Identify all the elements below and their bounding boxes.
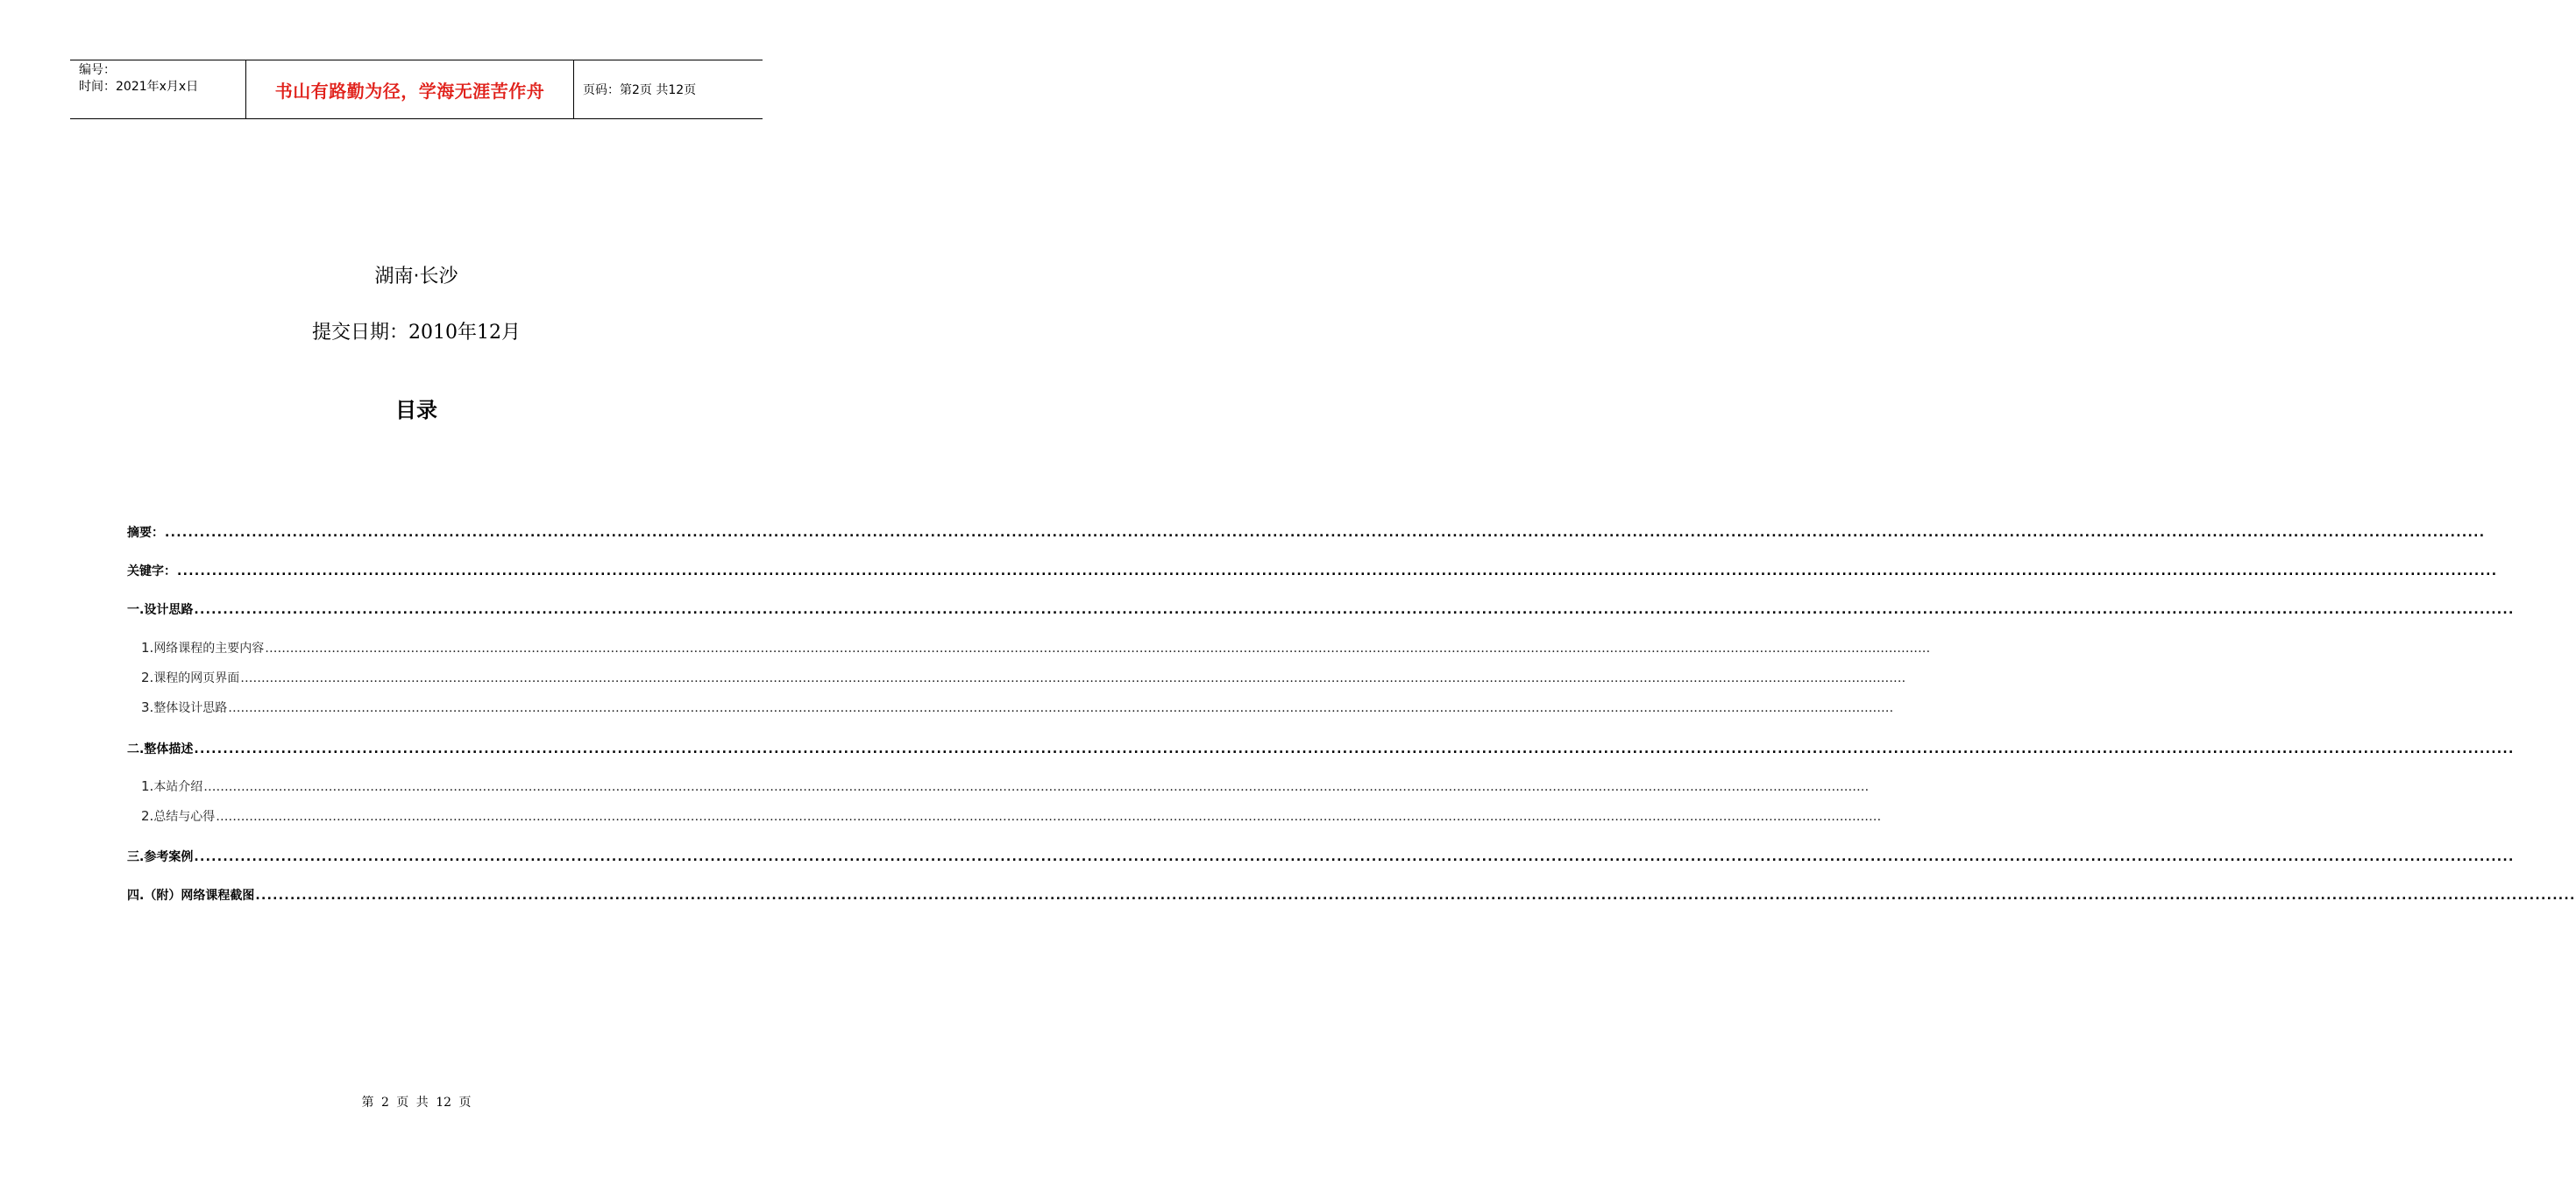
toc-entry-title: 参考案例 xyxy=(144,850,194,864)
toc-entry-number: 2. xyxy=(141,670,154,685)
toc-entry-title: 本站介绍 xyxy=(153,780,203,794)
toc-entry-number: 四. xyxy=(127,889,145,903)
toc-entry-number: 1. xyxy=(141,640,154,656)
toc-leader-dots: ................................................................................................................................................................................................................................................................................................................................................................................................................ xyxy=(255,889,2576,903)
toc-entry[interactable] xyxy=(127,699,1894,716)
toc-entry-title: 整体描述 xyxy=(144,742,194,756)
toc-entry-title: （附）网络课程截图 xyxy=(144,889,255,903)
toc-entry-title: 设计思路 xyxy=(144,603,194,617)
submit-date-month-unit: 月 xyxy=(501,322,522,344)
toc-leader-dots: ................................................................................................................................................................................................................................................................................................................................................................................................................ xyxy=(240,671,1906,685)
header-motto-cell xyxy=(246,60,574,118)
place-line: 湖南·长沙 xyxy=(374,266,458,287)
header-meta-cell xyxy=(70,60,246,118)
toc-entry-number: 二. xyxy=(127,742,145,756)
submit-date-month: 12 xyxy=(477,322,501,344)
toc-entry[interactable] xyxy=(127,886,2576,904)
toc-entry[interactable] xyxy=(127,848,2515,865)
toc-leader-dots: ................................................................................................................................................................................................................................................................................................................................................................................................................ xyxy=(194,850,2515,864)
toc-leader-dots: ................................................................................................................................................................................................................................................................................................................................................................................................................ xyxy=(203,780,1870,794)
toc-entry-title: 网络课程的主要内容 xyxy=(153,642,265,656)
toc-entry[interactable] xyxy=(127,600,2515,618)
toc-entry[interactable] xyxy=(127,562,2498,579)
toc-entry[interactable] xyxy=(127,639,1931,656)
toc-entry-number: 三. xyxy=(127,850,145,864)
toc-entry[interactable] xyxy=(127,523,2486,541)
toc-leader-dots: ................................................................................................................................................................................................................................................................................................................................................................................................................ xyxy=(216,810,1882,824)
toc-leader-dots: ................................................................................................................................................................................................................................................................................................................................................................................................................ xyxy=(194,742,2515,756)
document-number-label: 编号： xyxy=(79,63,116,77)
toc-leader-dots: ................................................................................................................................................................................................................................................................................................................................................................................................................ xyxy=(165,526,2486,540)
toc-entry-number: 3. xyxy=(141,699,154,715)
toc-leader-dots: ................................................................................................................................................................................................................................................................................................................................................................................................................ xyxy=(228,701,1894,715)
header-page-cell xyxy=(574,60,763,118)
submit-date-line xyxy=(0,317,833,344)
page-header xyxy=(70,60,763,119)
toc-entry-title: 整体设计思路 xyxy=(153,701,228,715)
submit-date-prefix: 提交日期： xyxy=(311,322,408,344)
toc-entry-title: 关键字： xyxy=(127,564,176,578)
toc-entry-title: 摘要： xyxy=(127,526,164,540)
submit-date-year: 2010 xyxy=(408,322,458,344)
toc-entry-title: 总结与心得 xyxy=(153,810,216,824)
toc-entry[interactable] xyxy=(127,740,2515,757)
toc-entry[interactable] xyxy=(127,669,1906,686)
page-footer: 第 2 页 共 12 页 xyxy=(361,1096,472,1110)
toc-leader-dots: ................................................................................................................................................................................................................................................................................................................................................................................................................ xyxy=(265,642,1931,656)
submit-date-year-unit: 年 xyxy=(457,322,477,344)
header-motto: 书山有路勤为径，学海无涯苦作舟 xyxy=(274,80,545,102)
document-time-label: 时间：2021年x月x日 xyxy=(79,80,199,94)
toc-entry-number: 一. xyxy=(127,603,145,617)
toc-entry[interactable] xyxy=(127,777,1870,795)
toc-entry-title: 课程的网页界面 xyxy=(153,671,240,685)
toc-entry-number: 2. xyxy=(141,808,154,824)
toc-heading: 目录 xyxy=(395,398,437,422)
toc-entry-number: 1. xyxy=(141,778,154,794)
toc-leader-dots: ................................................................................................................................................................................................................................................................................................................................................................................................................ xyxy=(194,603,2515,617)
header-page-info: 页码：第2页 共12页 xyxy=(583,83,697,97)
toc-leader-dots: ................................................................................................................................................................................................................................................................................................................................................................................................................ xyxy=(177,564,2498,578)
toc-entry[interactable] xyxy=(127,807,1882,825)
